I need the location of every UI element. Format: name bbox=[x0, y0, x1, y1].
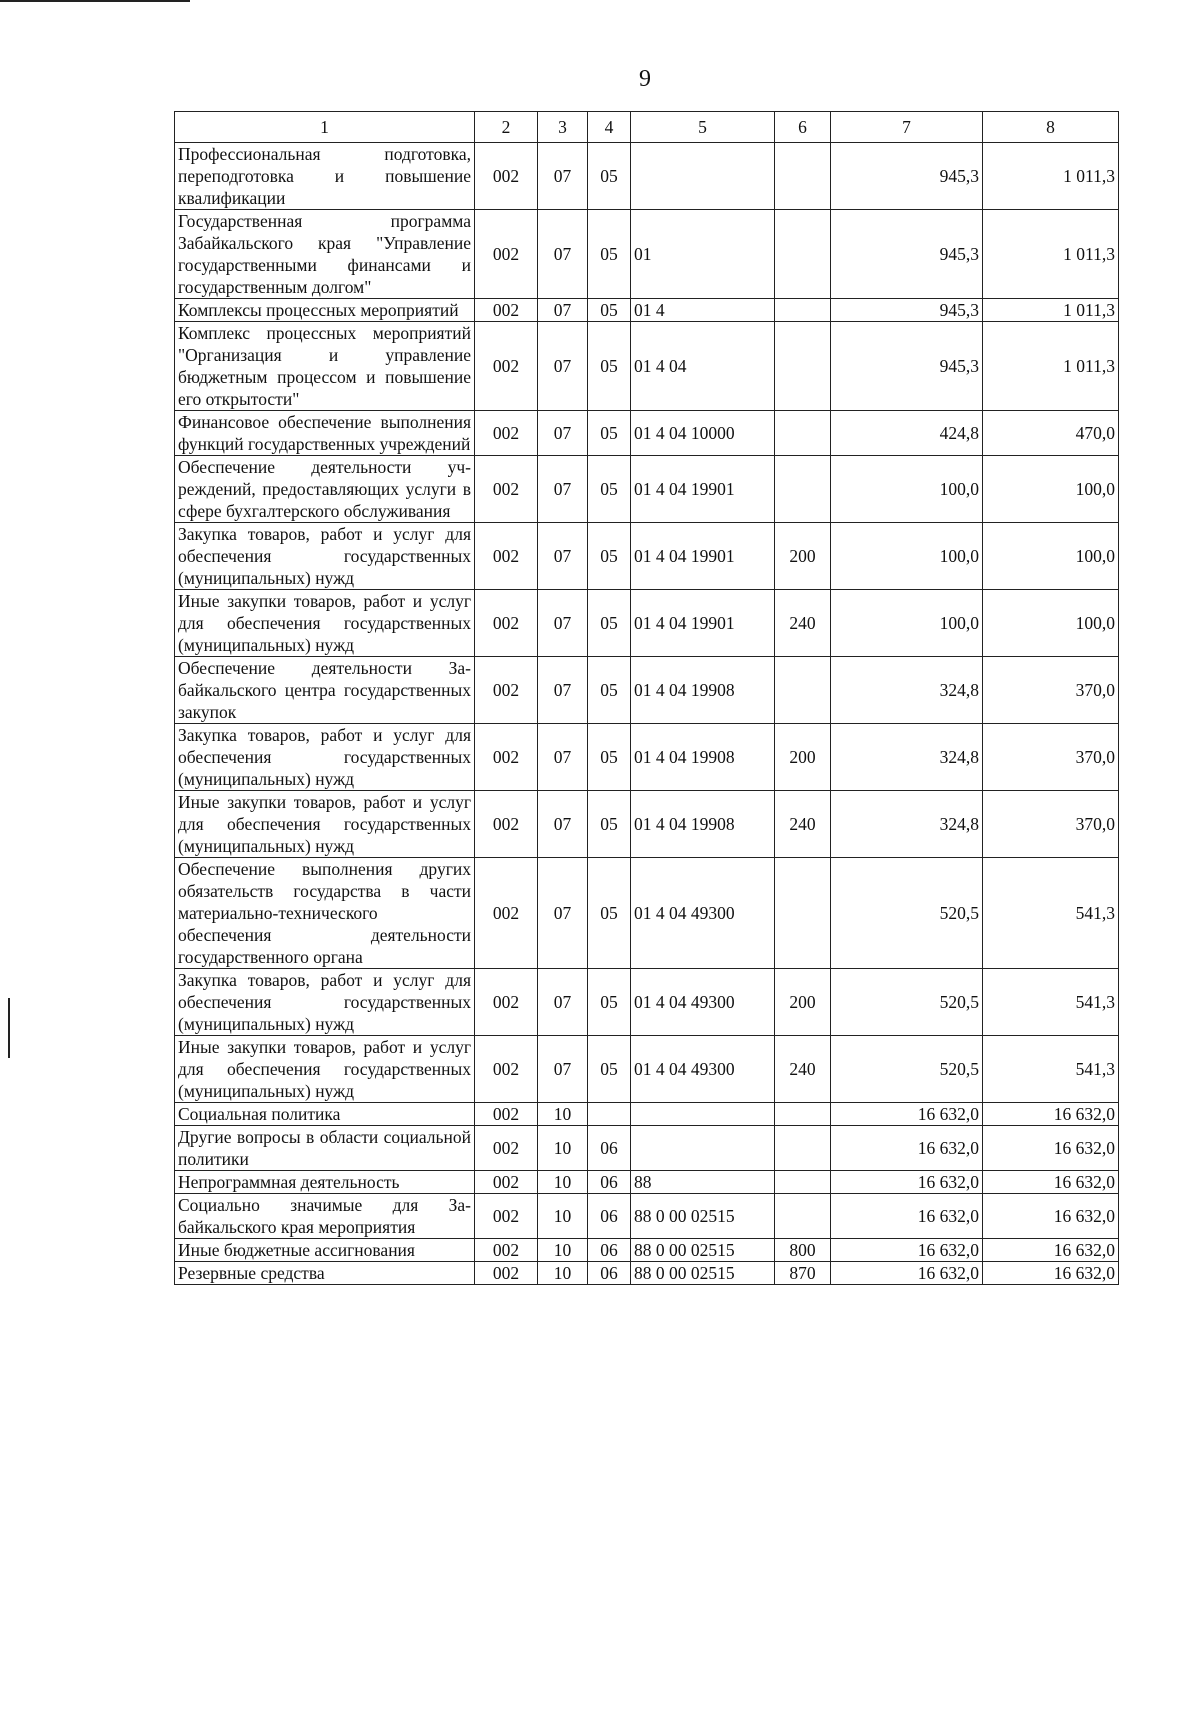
ministry-code-cell: 002 bbox=[475, 1262, 538, 1285]
amount-year2-cell: 16 632,0 bbox=[983, 1103, 1119, 1126]
target-article-cell: 88 0 00 02515 bbox=[631, 1239, 775, 1262]
subsection-code-cell: 05 bbox=[588, 791, 631, 858]
subsection-code-cell: 05 bbox=[588, 456, 631, 523]
subsection-code-cell: 05 bbox=[588, 523, 631, 590]
amount-year2-cell: 541,3 bbox=[983, 1036, 1119, 1103]
header-row bbox=[175, 112, 1119, 143]
expense-type-cell bbox=[775, 1103, 831, 1126]
section-code-cell: 10 bbox=[538, 1239, 588, 1262]
row-name-cell: Обеспечение выполнения других обязательств государства в части материально-технического обеспечения деятельности государственного органа bbox=[175, 858, 475, 969]
expense-type-cell bbox=[775, 210, 831, 299]
target-article-cell: 01 4 04 19901 bbox=[631, 456, 775, 523]
ministry-code-cell: 002 bbox=[475, 1036, 538, 1103]
amount-year2-cell: 1 011,3 bbox=[983, 210, 1119, 299]
section-code-cell: 07 bbox=[538, 143, 588, 210]
amount-year2-cell: 16 632,0 bbox=[983, 1171, 1119, 1194]
amount-year1-cell: 16 632,0 bbox=[831, 1262, 983, 1285]
expense-type-cell: 240 bbox=[775, 590, 831, 657]
section-code-cell: 07 bbox=[538, 657, 588, 724]
column-header: 6 bbox=[775, 112, 831, 143]
page-number: 9 bbox=[639, 66, 651, 92]
table-row bbox=[175, 1103, 1119, 1126]
table-row bbox=[175, 210, 1119, 299]
amount-year1-cell: 100,0 bbox=[831, 523, 983, 590]
target-article-cell: 01 4 04 49300 bbox=[631, 858, 775, 969]
amount-year2-cell: 16 632,0 bbox=[983, 1194, 1119, 1239]
row-name-cell: Иные бюджетные ассигнования bbox=[175, 1239, 475, 1262]
amount-year1-cell: 945,3 bbox=[831, 210, 983, 299]
amount-year1-cell: 16 632,0 bbox=[831, 1126, 983, 1171]
column-header: 8 bbox=[983, 112, 1119, 143]
ministry-code-cell: 002 bbox=[475, 143, 538, 210]
subsection-code-cell: 05 bbox=[588, 590, 631, 657]
ministry-code-cell: 002 bbox=[475, 657, 538, 724]
ministry-code-cell: 002 bbox=[475, 1103, 538, 1126]
amount-year1-cell: 100,0 bbox=[831, 590, 983, 657]
section-code-cell: 07 bbox=[538, 1036, 588, 1103]
ministry-code-cell: 002 bbox=[475, 969, 538, 1036]
ministry-code-cell: 002 bbox=[475, 299, 538, 322]
expense-type-cell bbox=[775, 322, 831, 411]
row-name-cell: Непрограммная деятельность bbox=[175, 1171, 475, 1194]
row-name-cell: Обеспечение деятельности учреждений, предоставляющих услуги в сфере бухгалтерского обслуживания bbox=[175, 456, 475, 523]
ministry-code-cell: 002 bbox=[475, 1194, 538, 1239]
row-name-cell: Закупка товаров, работ и услуг для обеспечения государственных (муниципальных) нужд bbox=[175, 523, 475, 590]
expense-type-cell: 870 bbox=[775, 1262, 831, 1285]
row-name-cell: Финансовое обеспечение выполнения функций государственных учреждений bbox=[175, 411, 475, 456]
row-name-cell: Комплекс процессных мероприятий "Организация и управление бюджетным процессом и повышение его открытости" bbox=[175, 322, 475, 411]
expense-type-cell bbox=[775, 411, 831, 456]
amount-year2-cell: 16 632,0 bbox=[983, 1239, 1119, 1262]
table-row bbox=[175, 657, 1119, 724]
expense-type-cell bbox=[775, 657, 831, 724]
subsection-code-cell: 06 bbox=[588, 1171, 631, 1194]
table-row bbox=[175, 1126, 1119, 1171]
section-code-cell: 10 bbox=[538, 1262, 588, 1285]
row-name-cell: Комплексы процессных мероприятий bbox=[175, 299, 475, 322]
ministry-code-cell: 002 bbox=[475, 411, 538, 456]
table-row bbox=[175, 322, 1119, 411]
ministry-code-cell: 002 bbox=[475, 858, 538, 969]
table-body bbox=[175, 143, 1119, 1285]
subsection-code-cell: 06 bbox=[588, 1126, 631, 1171]
subsection-code-cell: 05 bbox=[588, 143, 631, 210]
amount-year2-cell: 541,3 bbox=[983, 969, 1119, 1036]
column-header: 5 bbox=[631, 112, 775, 143]
subsection-code-cell: 05 bbox=[588, 322, 631, 411]
section-code-cell: 10 bbox=[538, 1126, 588, 1171]
amount-year1-cell: 520,5 bbox=[831, 858, 983, 969]
table-row bbox=[175, 590, 1119, 657]
subsection-code-cell: 05 bbox=[588, 657, 631, 724]
section-code-cell: 10 bbox=[538, 1103, 588, 1126]
expense-type-cell bbox=[775, 1126, 831, 1171]
subsection-code-cell: 06 bbox=[588, 1194, 631, 1239]
section-code-cell: 07 bbox=[538, 322, 588, 411]
expense-type-cell bbox=[775, 143, 831, 210]
subsection-code-cell: 05 bbox=[588, 969, 631, 1036]
section-code-cell: 07 bbox=[538, 791, 588, 858]
amount-year2-cell: 16 632,0 bbox=[983, 1126, 1119, 1171]
ministry-code-cell: 002 bbox=[475, 1126, 538, 1171]
row-name-cell: Социально значимые для Забайкальского края мероприятия bbox=[175, 1194, 475, 1239]
target-article-cell: 88 0 00 02515 bbox=[631, 1262, 775, 1285]
target-article-cell: 88 bbox=[631, 1171, 775, 1194]
target-article-cell bbox=[631, 1103, 775, 1126]
subsection-code-cell: 05 bbox=[588, 724, 631, 791]
expense-type-cell bbox=[775, 299, 831, 322]
target-article-cell: 01 4 04 19908 bbox=[631, 724, 775, 791]
subsection-code-cell: 05 bbox=[588, 299, 631, 322]
amount-year1-cell: 520,5 bbox=[831, 1036, 983, 1103]
scan-artifact-left-mark bbox=[8, 998, 10, 1058]
table-row bbox=[175, 1194, 1119, 1239]
column-header: 4 bbox=[588, 112, 631, 143]
row-name-cell: Иные закупки товаров, работ и услуг для обеспечения государственных (муниципальных) нужд bbox=[175, 1036, 475, 1103]
expense-type-cell: 240 bbox=[775, 1036, 831, 1103]
amount-year2-cell: 370,0 bbox=[983, 791, 1119, 858]
section-code-cell: 07 bbox=[538, 210, 588, 299]
table-row bbox=[175, 1171, 1119, 1194]
target-article-cell: 88 0 00 02515 bbox=[631, 1194, 775, 1239]
ministry-code-cell: 002 bbox=[475, 1171, 538, 1194]
expense-type-cell: 200 bbox=[775, 969, 831, 1036]
table-row bbox=[175, 791, 1119, 858]
amount-year2-cell: 370,0 bbox=[983, 657, 1119, 724]
subsection-code-cell: 05 bbox=[588, 1036, 631, 1103]
section-code-cell: 07 bbox=[538, 724, 588, 791]
target-article-cell bbox=[631, 1126, 775, 1171]
target-article-cell: 01 4 04 19901 bbox=[631, 590, 775, 657]
section-code-cell: 07 bbox=[538, 411, 588, 456]
ministry-code-cell: 002 bbox=[475, 456, 538, 523]
ministry-code-cell: 002 bbox=[475, 1239, 538, 1262]
amount-year2-cell: 100,0 bbox=[983, 456, 1119, 523]
section-code-cell: 07 bbox=[538, 523, 588, 590]
expense-type-cell bbox=[775, 456, 831, 523]
table-row bbox=[175, 456, 1119, 523]
amount-year1-cell: 324,8 bbox=[831, 724, 983, 791]
section-code-cell: 10 bbox=[538, 1171, 588, 1194]
row-name-cell: Резервные средства bbox=[175, 1262, 475, 1285]
column-header: 3 bbox=[538, 112, 588, 143]
target-article-cell bbox=[631, 143, 775, 210]
table-row bbox=[175, 1239, 1119, 1262]
row-name-cell: Профессиональная подготовка, переподготовка и повышение квалификации bbox=[175, 143, 475, 210]
expense-type-cell: 240 bbox=[775, 791, 831, 858]
row-name-cell: Другие вопросы в области социальной политики bbox=[175, 1126, 475, 1171]
target-article-cell: 01 4 04 19908 bbox=[631, 791, 775, 858]
row-name-cell: Иные закупки товаров, работ и услуг для обеспечения государственных (муниципальных) нужд bbox=[175, 590, 475, 657]
amount-year1-cell: 324,8 bbox=[831, 791, 983, 858]
ministry-code-cell: 002 bbox=[475, 791, 538, 858]
table-row bbox=[175, 969, 1119, 1036]
section-code-cell: 07 bbox=[538, 858, 588, 969]
section-code-cell: 07 bbox=[538, 299, 588, 322]
amount-year2-cell: 100,0 bbox=[983, 523, 1119, 590]
amount-year2-cell: 1 011,3 bbox=[983, 299, 1119, 322]
table-row bbox=[175, 724, 1119, 791]
amount-year1-cell: 16 632,0 bbox=[831, 1194, 983, 1239]
row-name-cell: Иные закупки товаров, работ и услуг для обеспечения государственных (муниципальных) нужд bbox=[175, 791, 475, 858]
target-article-cell: 01 4 04 49300 bbox=[631, 969, 775, 1036]
scan-artifact-top-line bbox=[0, 0, 190, 2]
subsection-code-cell bbox=[588, 1103, 631, 1126]
amount-year1-cell: 424,8 bbox=[831, 411, 983, 456]
ministry-code-cell: 002 bbox=[475, 724, 538, 791]
subsection-code-cell: 06 bbox=[588, 1262, 631, 1285]
ministry-code-cell: 002 bbox=[475, 210, 538, 299]
amount-year2-cell: 470,0 bbox=[983, 411, 1119, 456]
amount-year2-cell: 100,0 bbox=[983, 590, 1119, 657]
expense-type-cell bbox=[775, 1194, 831, 1239]
target-article-cell: 01 4 04 19908 bbox=[631, 657, 775, 724]
amount-year2-cell: 370,0 bbox=[983, 724, 1119, 791]
amount-year1-cell: 520,5 bbox=[831, 969, 983, 1036]
table-row bbox=[175, 1262, 1119, 1285]
table-row bbox=[175, 299, 1119, 322]
row-name-cell: Социальная политика bbox=[175, 1103, 475, 1126]
target-article-cell: 01 4 04 bbox=[631, 322, 775, 411]
subsection-code-cell: 05 bbox=[588, 411, 631, 456]
target-article-cell: 01 4 bbox=[631, 299, 775, 322]
section-code-cell: 10 bbox=[538, 1194, 588, 1239]
row-name-cell: Закупка товаров, работ и услуг для обеспечения государственных (муниципальных) нужд bbox=[175, 724, 475, 791]
row-name-cell: Государственная программа Забайкальского края "Управление государственными финансами и государственным долгом" bbox=[175, 210, 475, 299]
section-code-cell: 07 bbox=[538, 456, 588, 523]
section-code-cell: 07 bbox=[538, 590, 588, 657]
expense-type-cell: 200 bbox=[775, 523, 831, 590]
ministry-code-cell: 002 bbox=[475, 322, 538, 411]
ministry-code-cell: 002 bbox=[475, 523, 538, 590]
table-row bbox=[175, 411, 1119, 456]
amount-year1-cell: 16 632,0 bbox=[831, 1103, 983, 1126]
subsection-code-cell: 06 bbox=[588, 1239, 631, 1262]
amount-year1-cell: 16 632,0 bbox=[831, 1171, 983, 1194]
column-header: 7 bbox=[831, 112, 983, 143]
expense-type-cell bbox=[775, 1171, 831, 1194]
target-article-cell: 01 4 04 10000 bbox=[631, 411, 775, 456]
table-row bbox=[175, 1036, 1119, 1103]
section-code-cell: 07 bbox=[538, 969, 588, 1036]
expense-type-cell bbox=[775, 858, 831, 969]
table-row bbox=[175, 523, 1119, 590]
target-article-cell: 01 4 04 19901 bbox=[631, 523, 775, 590]
amount-year1-cell: 945,3 bbox=[831, 143, 983, 210]
amount-year1-cell: 324,8 bbox=[831, 657, 983, 724]
ministry-code-cell: 002 bbox=[475, 590, 538, 657]
amount-year2-cell: 1 011,3 bbox=[983, 143, 1119, 210]
expense-type-cell: 800 bbox=[775, 1239, 831, 1262]
row-name-cell: Закупка товаров, работ и услуг для обеспечения государственных (муниципальных) нужд bbox=[175, 969, 475, 1036]
budget-table bbox=[174, 111, 1119, 1285]
subsection-code-cell: 05 bbox=[588, 858, 631, 969]
row-name-cell: Обеспечение деятельности Забайкальского центра государственных закупок bbox=[175, 657, 475, 724]
amount-year1-cell: 945,3 bbox=[831, 299, 983, 322]
amount-year2-cell: 541,3 bbox=[983, 858, 1119, 969]
amount-year2-cell: 16 632,0 bbox=[983, 1262, 1119, 1285]
expense-type-cell: 200 bbox=[775, 724, 831, 791]
amount-year1-cell: 100,0 bbox=[831, 456, 983, 523]
column-header: 2 bbox=[475, 112, 538, 143]
amount-year1-cell: 945,3 bbox=[831, 322, 983, 411]
table-row bbox=[175, 858, 1119, 969]
column-header: 1 bbox=[175, 112, 475, 143]
amount-year2-cell: 1 011,3 bbox=[983, 322, 1119, 411]
target-article-cell: 01 bbox=[631, 210, 775, 299]
subsection-code-cell: 05 bbox=[588, 210, 631, 299]
table-row bbox=[175, 143, 1119, 210]
target-article-cell: 01 4 04 49300 bbox=[631, 1036, 775, 1103]
amount-year1-cell: 16 632,0 bbox=[831, 1239, 983, 1262]
